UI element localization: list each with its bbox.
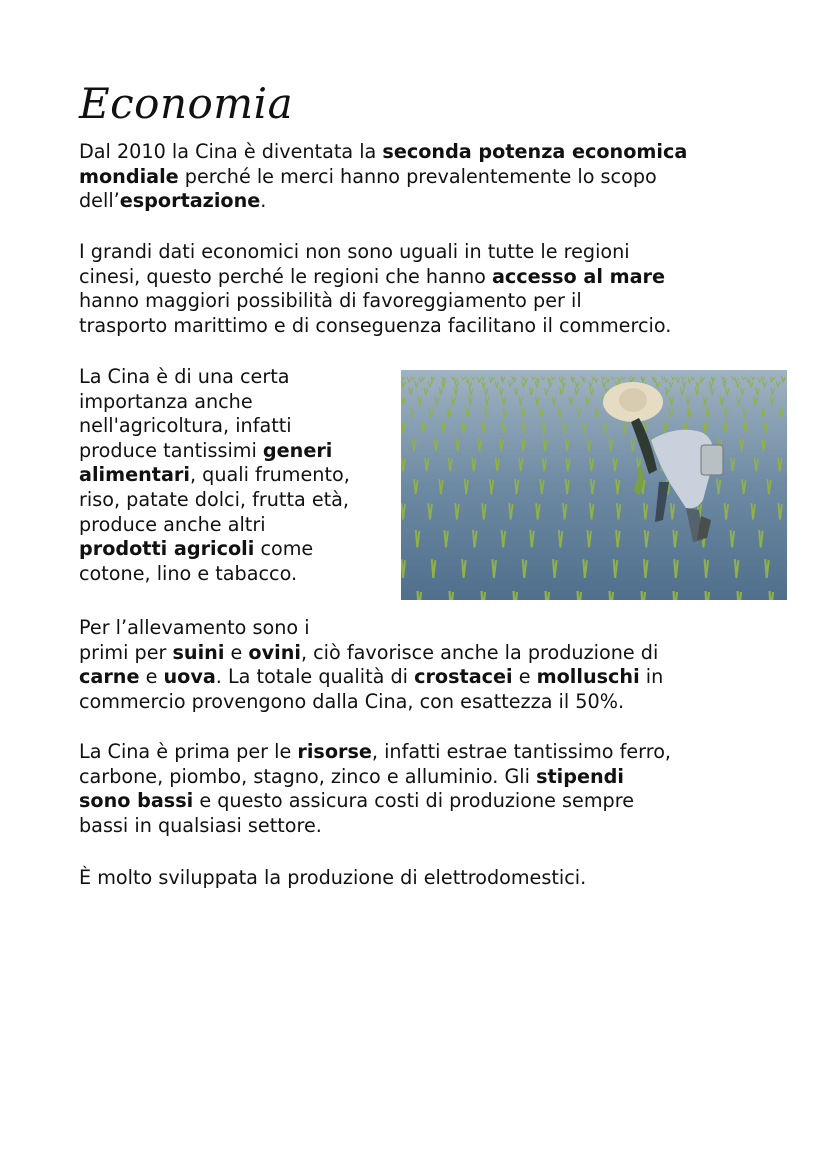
page-title: Economia xyxy=(79,79,294,128)
paragraph-agriculture xyxy=(79,365,350,586)
text-segment: , quali frumento, xyxy=(189,463,350,487)
text-line xyxy=(79,814,671,839)
text-segment: primi per xyxy=(79,640,173,664)
text-segment: La Cina è di una certa xyxy=(79,365,290,388)
text-segment: Dal 2010 la Cina è diventata la xyxy=(79,140,383,163)
text-segment: . La totale qualità di xyxy=(215,665,415,689)
text-line xyxy=(79,765,671,790)
text-line xyxy=(79,537,350,562)
text-line xyxy=(79,690,663,715)
text-line xyxy=(79,562,350,587)
bold-keyword: stipendi xyxy=(536,764,624,788)
text-line xyxy=(79,740,671,765)
text-segment: commercio provengono dalla Cina, con esattezza il 50%. xyxy=(79,689,625,713)
text-segment: e xyxy=(512,665,537,689)
text-line xyxy=(79,314,671,339)
text-segment: perché le merci hanno prevalentemente lo scopo xyxy=(178,164,657,188)
text-line xyxy=(79,488,350,513)
bold-keyword: esportazione xyxy=(119,189,261,213)
text-segment: cotone, lino e tabacco. xyxy=(79,561,298,585)
text-segment: nell'agricoltura, infatti xyxy=(79,414,292,438)
text-segment: in xyxy=(639,665,664,689)
text-segment: Per l’allevamento sono i xyxy=(79,616,310,639)
text-segment: bassi in qualsiasi settore. xyxy=(79,813,322,837)
bold-keyword: carne xyxy=(79,665,140,689)
paragraph-regions xyxy=(79,240,671,338)
text-segment: produce tantissimi xyxy=(79,438,263,462)
text-segment: carbone, piombo, stagno, zinco e alluminio. Gli xyxy=(79,764,537,788)
text-line xyxy=(79,390,350,415)
text-line xyxy=(79,165,687,190)
text-segment: come xyxy=(254,537,314,561)
text-segment: hanno maggiori possibilità di favoreggiamento per il xyxy=(79,289,582,313)
paragraph-appliances xyxy=(79,866,586,891)
text-line xyxy=(79,189,687,214)
bold-keyword: generi xyxy=(262,438,333,462)
text-segment: e xyxy=(224,640,249,664)
text-segment: La Cina è prima per le xyxy=(79,740,298,763)
text-line xyxy=(79,866,586,891)
text-line xyxy=(79,240,671,265)
text-line xyxy=(79,439,350,464)
text-line xyxy=(79,641,663,666)
text-segment: , infatti estrae tantissimo ferro, xyxy=(371,740,672,763)
text-line xyxy=(79,365,350,390)
text-segment: produce anche altri xyxy=(79,512,266,536)
text-segment: cinesi, questo perché le regioni che hanno xyxy=(79,264,492,288)
rice-paddy-illustration xyxy=(401,370,787,600)
text-segment: trasporto marittimo e di conseguenza facilitano il commercio. xyxy=(79,313,672,337)
bold-keyword: seconda potenza economica xyxy=(382,140,688,163)
text-line xyxy=(79,513,350,538)
paragraph-livestock xyxy=(79,616,663,714)
bold-keyword: molluschi xyxy=(536,665,640,689)
text-segment: dell’ xyxy=(79,189,120,213)
text-line xyxy=(79,789,671,814)
text-line xyxy=(79,414,350,439)
bold-keyword: alimentari xyxy=(79,463,190,487)
paragraph-export xyxy=(79,140,687,214)
text-segment: e xyxy=(139,665,164,689)
text-segment: , ciò favorisce anche la produzione di xyxy=(300,640,659,664)
text-line xyxy=(79,665,663,690)
text-segment: . xyxy=(260,189,267,213)
bold-keyword: prodotti agricoli xyxy=(79,537,255,561)
text-segment: e questo assicura costi di produzione sempre xyxy=(193,789,635,813)
text-segment: riso, patate dolci, frutta età, xyxy=(79,487,350,511)
bold-keyword: mondiale xyxy=(79,164,179,188)
text-segment: importanza anche xyxy=(79,389,253,413)
text-segment: I grandi dati economici non sono uguali in tutte le regioni xyxy=(79,240,630,263)
text-line xyxy=(79,289,671,314)
bold-keyword: accesso al mare xyxy=(491,264,666,288)
bold-keyword: risorse xyxy=(297,740,372,763)
bold-keyword: crostacei xyxy=(414,665,513,689)
text-line xyxy=(79,616,663,641)
text-line xyxy=(79,140,687,165)
bold-keyword: sono bassi xyxy=(79,789,194,813)
text-line xyxy=(79,463,350,488)
bold-keyword: ovini xyxy=(248,640,301,664)
paragraph-resources xyxy=(79,740,671,838)
text-segment: È molto sviluppata la produzione di elettrodomestici. xyxy=(79,866,587,889)
rice-paddy-farmer-photo xyxy=(401,370,787,600)
bold-keyword: uova xyxy=(163,665,216,689)
bold-keyword: suini xyxy=(172,640,225,664)
text-line xyxy=(79,265,671,290)
